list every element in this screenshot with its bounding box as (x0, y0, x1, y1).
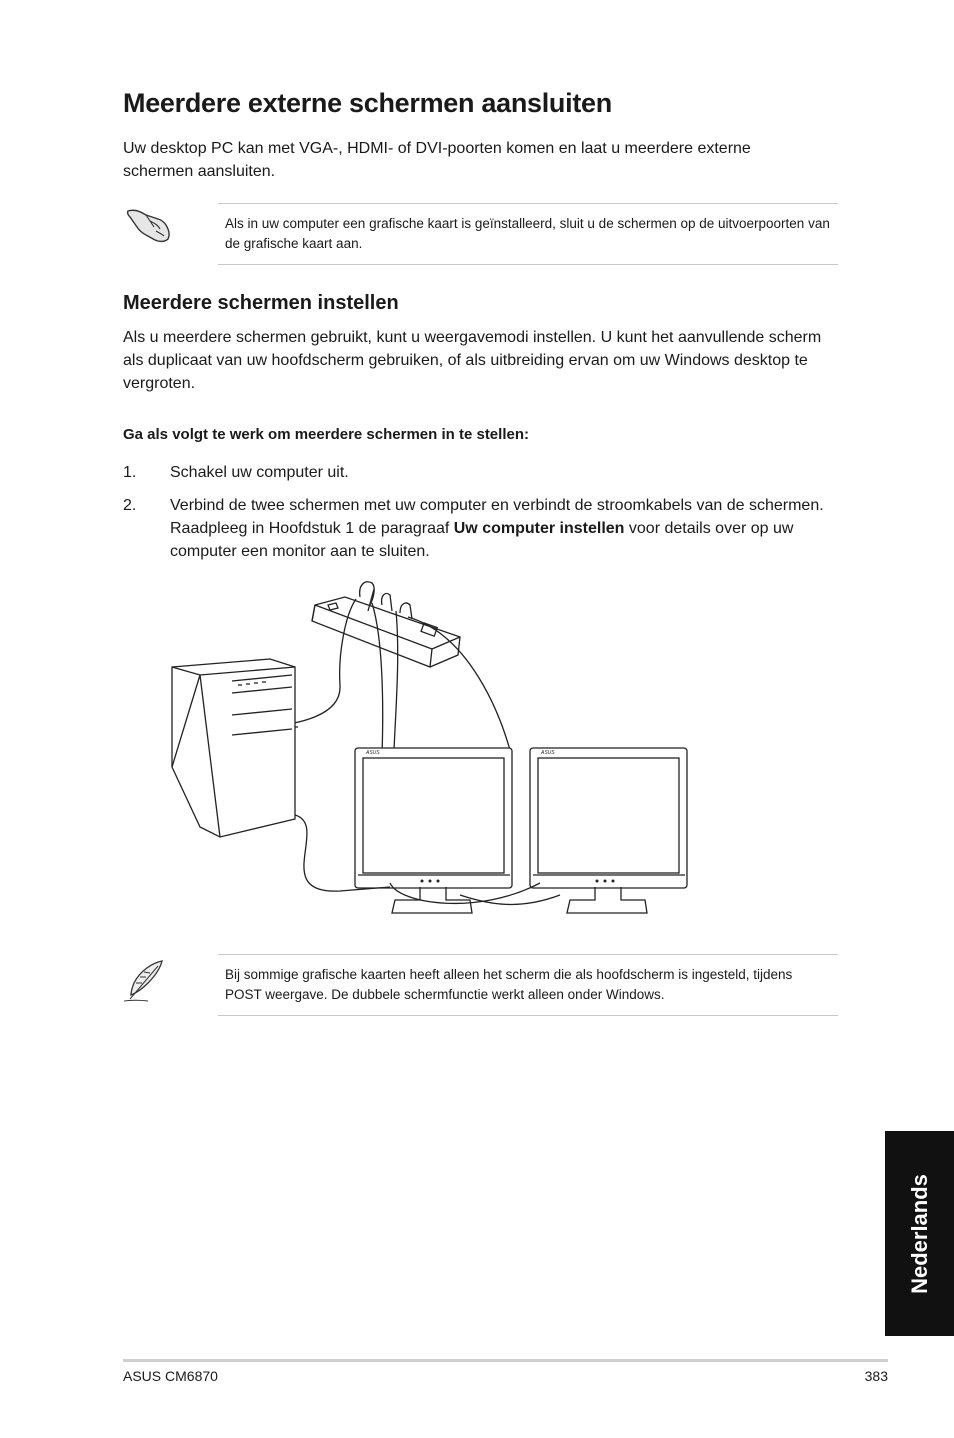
dual-monitor-illustration (160, 575, 700, 925)
feather-pen-icon (122, 957, 168, 1003)
note-graphics-card (218, 203, 838, 265)
section-text: Als u meerdere schermen gebruikt, kunt u weergavemodi instellen. U kunt het aanvullende scherm als duplicaat van uw hoofdscherm gebruiken, of als uitbreiding ervan om uw Windows desktop te vergroten. (123, 329, 822, 392)
step-bold-ref: Uw computer instellen (453, 520, 625, 537)
note-dual-screen (218, 954, 838, 1016)
footer-divider (123, 1359, 888, 1362)
step-text: Verbind de twee schermen met uw computer en verbindt de stroomkabels van de schermen. Raadpleeg in Hoofdstuk 1 de paragraaf Uw computer instellen voor details over op uw computer een monitor aan te sluiten. (170, 497, 824, 560)
language-tab (885, 1131, 954, 1336)
step-number: 1. (123, 464, 137, 481)
language-tab-label: Nederlands (906, 1173, 932, 1294)
monitor-brand-right: ASUS (541, 750, 555, 756)
note-text: Bij sommige grafische kaarten heeft alleen het scherm die als hoofdscherm is ingesteld, tijdens POST weergave. De dubbele schermfunctie werkt alleen onder Windows. (225, 967, 793, 1002)
monitor-brand-left: ASUS (366, 750, 380, 756)
page-title: Meerdere externe schermen aansluiten (123, 88, 612, 118)
footer-model: ASUS CM6870 (123, 1368, 218, 1384)
note-text: Als in uw computer een grafische kaart is geïnstalleerd, sluit u de schermen op de uitvoerpoorten van de grafische kaart aan. (225, 216, 830, 251)
section-title: Meerdere schermen instellen (123, 292, 399, 314)
pc-tower (172, 659, 295, 837)
pointing-hand-icon (126, 205, 172, 243)
intro-text: Uw desktop PC kan met VGA-, HDMI- of DVI-poorten komen en laat u meerdere externe schermen aansluiten. (123, 140, 751, 180)
right-monitor (530, 748, 687, 913)
page-number: 383 (864, 1368, 888, 1384)
step-text: Schakel uw computer uit. (170, 464, 349, 481)
howto-heading: Ga als volgt te werk om meerdere schermen in te stellen: (123, 426, 529, 443)
step-number: 2. (123, 497, 137, 514)
